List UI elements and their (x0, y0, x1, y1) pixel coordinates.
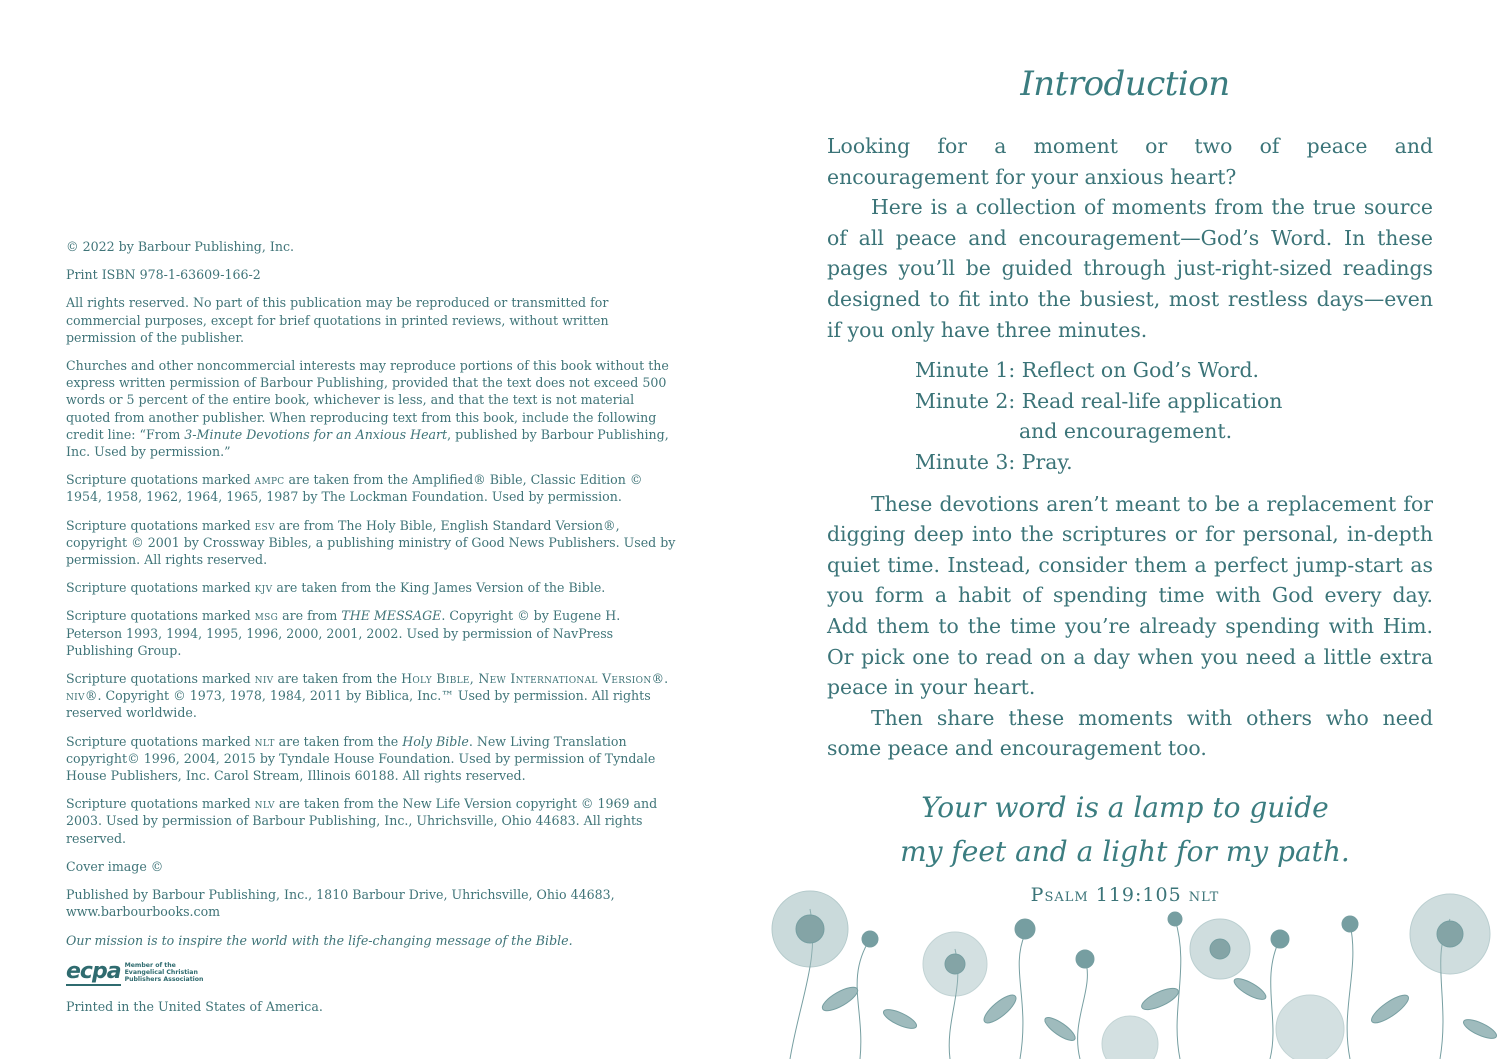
minute-3: Minute 3: Pray. (915, 449, 1073, 474)
isbn-line: Print ISBN 978-1-63609-166-2 (66, 267, 261, 283)
verse-line-1: Your word is a lamp to guide (921, 791, 1329, 824)
minutes-list (915, 355, 1433, 477)
introduction-page (750, 0, 1500, 1059)
nlt-paragraph: Scripture quotations marked nlt are taken from the Holy Bible. New Living Translation copyright© 1996, 2004, 2015 by Tyndale House Foundation. Used by permission of Tyndale House Publishers, Inc. Carol Stream, Illinois 60188. All rights reserved. (66, 733, 656, 784)
ecpa-logo (66, 960, 676, 986)
cover-credit: Cover image © (66, 858, 164, 874)
ecpa-text: Member of the Evangelical Christian Publishers Association (124, 962, 204, 984)
minute-1: Minute 1: Reflect on God’s Word. (915, 358, 1259, 383)
rights-paragraph: All rights reserved. No part of this publication may be reproduced or transmitted for commercial purposes, except for brief quotations in printed reviews, without written permission of the publisher. (66, 295, 609, 345)
minute-2: Minute 2: Read real-life application (915, 388, 1283, 413)
verse-line-2: my feet and a light for my path. (900, 835, 1350, 868)
esv-paragraph: Scripture quotations marked esv are from The Holy Bible, English Standard Version®, copyright © 2001 by Crossway Bibles, a publishing ministry of Good News Publishers. Used by permission. All rights reserved. (66, 517, 676, 568)
verse-reference: Psalm 119:105 nlt (1030, 884, 1220, 906)
floral-illustration (750, 879, 1500, 1059)
niv-paragraph: Scripture quotations marked niv are taken from the Holy Bible, New International Version®. niv®. Copyright © 1973, 1978, 1984, 2011 by Biblica, Inc.™ Used by permission. All rights reserved worldwide. (66, 671, 669, 721)
intro-paragraph-3: These devotions aren’t meant to be a replacement for digging deep into the scriptures or for personal, in-depth quiet time. Instead, consider them a perfect jump-start as you form a habit of spending time with God every day. Add them to the time you’re already spending with Him. Or pick one to read on a day when you need a little extra peace in your heart. (827, 491, 1433, 700)
page-title: Introduction (1020, 64, 1230, 104)
intro-body (827, 131, 1433, 764)
kjv-paragraph: Scripture quotations marked kjv are taken from the King James Version of the Bible. (66, 580, 606, 596)
copyright-block (66, 238, 676, 1026)
publisher-address: Published by Barbour Publishing, Inc., 1810 Barbour Drive, Uhrichsville, Ohio 44683, www.barbourbooks.com (66, 887, 615, 920)
intro-paragraph-1: Looking for a moment or two of peace and encouragement for your anxious heart? (827, 134, 1433, 189)
minute-2-continued: and encouragement. (1019, 419, 1233, 444)
nlv-paragraph: Scripture quotations marked nlv are taken from the New Life Version copyright © 1969 and 2003. Used by permission of Barbour Publishing, Inc., Uhrichsville, Ohio 44683. All rights reserved. (66, 796, 658, 846)
copyright-line: © 2022 by Barbour Publishing, Inc. (66, 239, 295, 254)
scripture-verse (750, 786, 1500, 874)
mission-statement: Our mission is to inspire the world with the life-changing message of the Bible. (66, 932, 573, 948)
intro-paragraph-2: Here is a collection of moments from the true source of all peace and encouragement—God’s Word. In these pages you’ll be guided through just-right-sized readings designed to fit into the busiest, most restless days—even if you only have three minutes. (827, 195, 1433, 342)
ecpa-mark: ecpa (66, 958, 121, 984)
msg-paragraph: Scripture quotations marked msg are from THE MESSAGE. Copyright © by Eugene H. Peterson 1993, 1994, 1995, 1996, 2000, 2001, 2002. Used by permission of NavPress Publishing Group. (66, 608, 621, 658)
churches-paragraph: Churches and other noncommercial interests may reproduce portions of this book without the express written permission of Barbour Publishing, provided that the text does not exceed 500 words or 5 percent of the entire book, whichever is less, and that the text is not material quoted from another publisher. When reproducing text from this book, include the following credit line: “From 3-Minute Devotions for an Anxious Heart, published by Barbour Publishing, Inc. Used by permission.” (66, 358, 669, 460)
intro-paragraph-4: Then share these moments with others who need some peace and encouragement too. (827, 705, 1433, 761)
ampc-paragraph: Scripture quotations marked ampc are taken from the Amplified® Bible, Classic Edition © 1954, 1958, 1962, 1964, 1965, 1987 by The Lockman Foundation. Used by permission. (66, 472, 643, 505)
printed-line: Printed in the United States of America. (66, 998, 323, 1014)
